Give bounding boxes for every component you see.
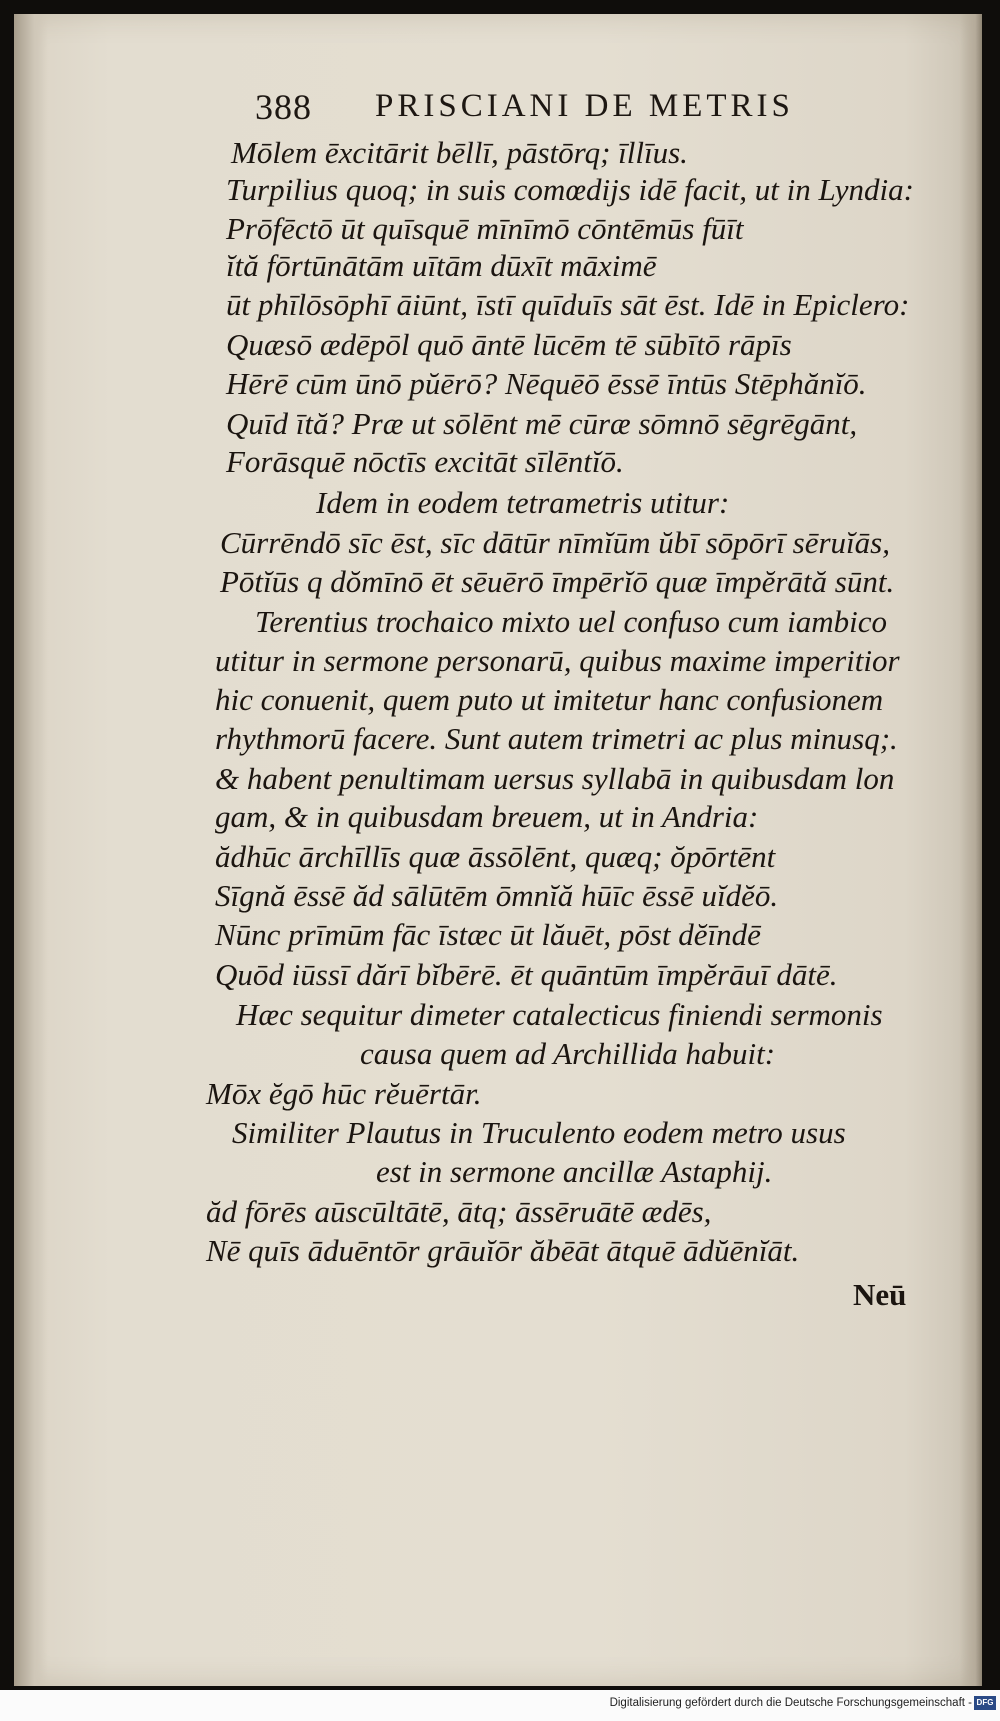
text-line: Similiter Plautus in Truculento eodem metro usus	[232, 1115, 846, 1150]
page-header	[255, 86, 895, 136]
text-line: Hæc sequitur dimeter catalecticus finiendi sermonis	[236, 997, 883, 1032]
text-line: est in sermone ancillæ Astaphij.	[376, 1154, 773, 1189]
text-line: Forāsquē nōctīs excitāt sīlēntĭō.	[226, 444, 624, 479]
text-line: ădhūc ārchīllīs quæ āssōlēnt, quæq; ŏpōrtēnt	[215, 839, 776, 874]
text-line: Quæsō ædēpōl quō āntē lūcēm tē sūbītō rāpīs	[226, 327, 792, 362]
page-number: 388	[255, 87, 312, 127]
text-line: Turpilius quoq; in suis comœdijs idē facit, ut in Lyndia:	[226, 172, 914, 207]
catchword: Neū	[853, 1277, 907, 1312]
text-line: Terentius trochaico mixto uel confuso cum iambico	[255, 604, 887, 639]
page-gutter-shadow	[14, 14, 48, 1686]
text-line: Idem in eodem tetrametris utitur:	[316, 485, 730, 520]
digitization-credit: Digitalisierung gefördert durch die Deutsche Forschungsgemeinschaft -	[609, 1697, 972, 1709]
text-line: rhythmorū facere. Sunt autem trimetri ac plus minusq;.	[215, 721, 898, 756]
text-line: Nē quīs āduēntōr grāuĭōr ăbēāt ātquē ādŭēnĭāt.	[206, 1233, 800, 1268]
text-line: & habent penultimam uersus syllabā in quibusdam lon	[215, 761, 895, 796]
text-line: Pōtĭūs q dŏmīnō ēt sēuērō īmpērĭō quæ īmpĕrātă sūnt.	[220, 564, 895, 599]
text-line: ĭtă fōrtūnātām uītām dūxīt māximē	[226, 248, 657, 283]
text-line: Quōd iūssī dărī bĭbērē. ēt quāntūm īmpĕrāuī dātē.	[215, 957, 838, 992]
text-line: gam, & in quibusdam breuem, ut in Andria:	[215, 799, 759, 834]
page-edge-shadow	[960, 14, 982, 1686]
text-line: ăd fōrēs aūscūltātē, ātq; āssēruātē ædēs,	[206, 1194, 712, 1229]
text-line: Mōlem ēxcitārit bēllī, pāstōrq; īllīus.	[231, 135, 688, 170]
text-line: Nūnc prīmūm fāc īstæc ūt lăuēt, pōst dĕīndē	[215, 917, 761, 952]
text-line: Prōfēctō ūt quīsquē mīnīmō cōntēmūs fūīt	[226, 211, 744, 246]
text-line: hic conuenit, quem puto ut imitetur hanc confusionem	[215, 682, 884, 717]
running-head: PRISCIANI DE METRIS	[375, 88, 794, 124]
text-line: utitur in sermone personarū, quibus maxime imperitior	[215, 643, 900, 678]
text-line: Mōx ĕgō hūc rĕuērtār.	[206, 1076, 482, 1111]
text-line: Sīgnă ēssē ăd sālūtēm ōmnĭă hūīc ēssē uĭdĕō.	[215, 878, 779, 913]
text-line: Quīd ītă? Præ ut sōlēnt mē cūræ sōmnō sēgrēgānt,	[226, 406, 858, 441]
text-line: Cūrrēndō sīc ēst, sīc dātūr nīmĭūm ŭbī sōpōrī sēruĭās,	[220, 525, 890, 560]
text-line: causa quem ad Archillida habuit:	[360, 1036, 776, 1071]
dfg-logo: DFG	[974, 1696, 996, 1710]
text-line: ūt phīlōsōphī āiūnt, īstī quīduīs sāt ēst. Idē in Epiclero:	[226, 287, 910, 322]
text-line: Hērē cūm ūnō pŭērō? Nēquēō ēssē īntūs Stēphănĭō.	[226, 366, 867, 401]
